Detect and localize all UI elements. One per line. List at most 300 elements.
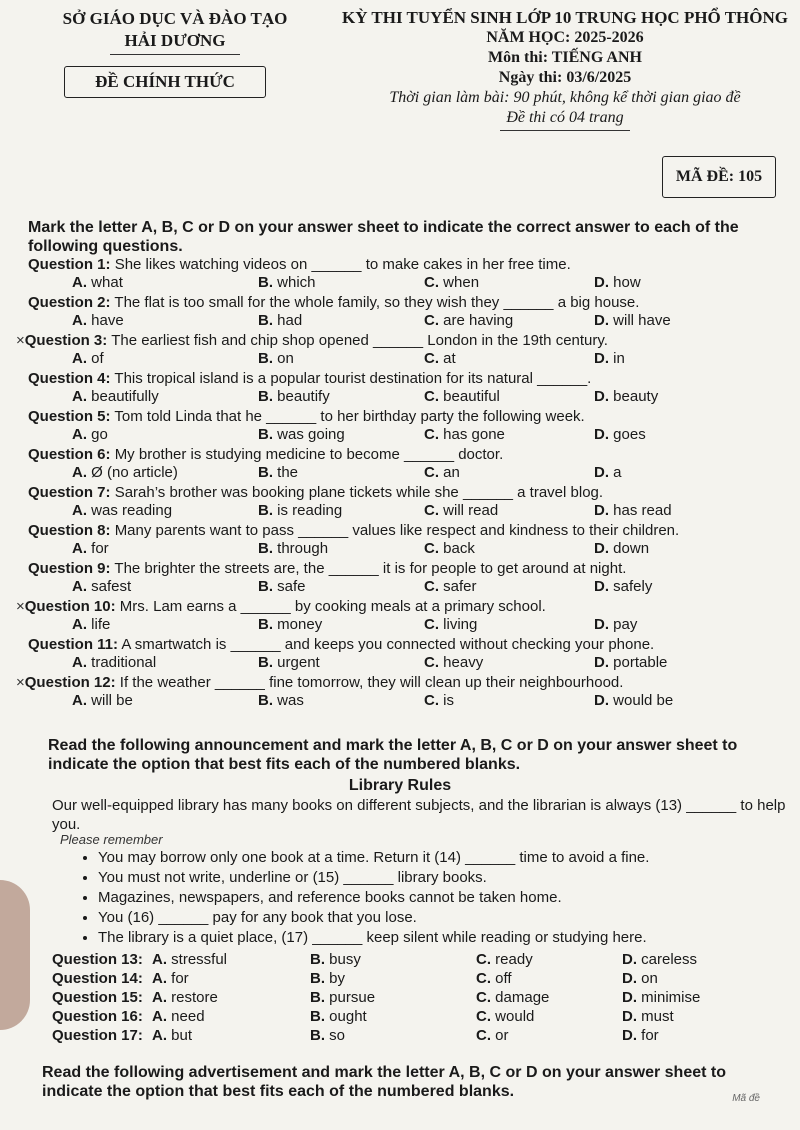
options-row [16, 692, 786, 710]
option-d[interactable] [622, 1027, 659, 1045]
options-row [28, 502, 798, 520]
option-b[interactable] [310, 1008, 367, 1026]
options-row [16, 350, 786, 368]
question-item [28, 294, 798, 330]
option-b[interactable] [258, 616, 322, 634]
option-key: A. [72, 692, 87, 709]
question-text: The flat is too small for the whole family, so they wish they ______ a big house. [114, 294, 640, 311]
option-text: would [495, 1008, 535, 1025]
option-text: beautifully [91, 388, 159, 405]
option-b[interactable] [258, 578, 306, 596]
question-item [28, 408, 798, 444]
option-a[interactable] [152, 989, 218, 1007]
option-key: B. [258, 426, 273, 443]
option-c[interactable] [476, 1008, 534, 1026]
header-divider-right [500, 130, 630, 131]
option-text: so [329, 1027, 346, 1044]
option-text: must [641, 1008, 674, 1025]
option-c[interactable] [476, 970, 512, 988]
option-text: which [277, 274, 316, 291]
option-d[interactable] [594, 616, 637, 634]
option-key: C. [424, 692, 439, 709]
option-text: heavy [443, 654, 484, 671]
option-a[interactable] [72, 616, 110, 634]
option-a[interactable] [72, 274, 123, 292]
option-key: D. [594, 540, 609, 557]
question-item [16, 674, 786, 710]
option-text: the [277, 464, 299, 481]
option-d[interactable] [622, 989, 700, 1007]
option-b[interactable] [258, 274, 316, 292]
option-a[interactable] [152, 1027, 192, 1045]
option-text: or [495, 1027, 509, 1044]
question-label: Question 2: [28, 294, 111, 311]
option-text: beautify [277, 388, 330, 405]
question-stem [28, 522, 798, 540]
option-a[interactable] [72, 312, 124, 330]
option-a[interactable] [72, 692, 133, 710]
option-text: Ø (no article) [91, 464, 178, 481]
option-key: A. [72, 350, 87, 367]
option-key: D. [594, 616, 609, 633]
option-a[interactable] [152, 1008, 205, 1026]
option-key: C. [424, 464, 439, 481]
option-text: down [613, 540, 650, 557]
option-a[interactable] [72, 388, 159, 406]
option-text: off [495, 970, 512, 987]
option-text: life [91, 616, 111, 633]
options-row [28, 578, 798, 596]
option-text: for [641, 1027, 659, 1044]
option-b[interactable] [310, 951, 361, 969]
question-label: Question 17: [52, 1027, 143, 1044]
option-text: has gone [443, 426, 505, 443]
options-row [28, 654, 798, 672]
option-a[interactable] [72, 426, 108, 444]
rule-item: • You (16) ______ pay for any book that you lose. [98, 908, 778, 928]
option-key: C. [424, 274, 439, 291]
option-key: C. [424, 388, 439, 405]
option-key: C. [424, 426, 439, 443]
question-label: Question 15: [52, 989, 143, 1006]
option-key: D. [622, 1008, 637, 1025]
section3-instruction: Read the following advertisement and mark the letter A, B, C or D on your answer sheet to indicate the option that best fits each of the numbered blanks. [42, 1064, 726, 1100]
option-key: A. [152, 970, 167, 987]
option-text: goes [613, 426, 646, 443]
option-text: safe [277, 578, 306, 595]
option-b[interactable] [258, 426, 345, 444]
option-key: B. [258, 502, 273, 519]
option-key: D. [622, 970, 637, 987]
option-text: careless [641, 951, 698, 968]
option-b[interactable] [310, 1027, 345, 1045]
option-c[interactable] [476, 989, 549, 1007]
option-a[interactable] [152, 970, 189, 988]
option-d[interactable] [594, 464, 622, 482]
option-c[interactable] [424, 350, 456, 368]
option-d[interactable] [594, 350, 625, 368]
question-text: Tom told Linda that he ______ to her birthday party the following week. [114, 408, 585, 425]
option-text: beauty [613, 388, 659, 405]
option-key: D. [594, 388, 609, 405]
option-a[interactable] [72, 578, 131, 596]
option-d[interactable] [594, 274, 641, 292]
question-stem [28, 446, 798, 464]
question-stem [28, 408, 798, 426]
option-key: A. [152, 989, 167, 1006]
option-text: traditional [91, 654, 157, 671]
option-key: B. [258, 274, 273, 291]
option-key: A. [72, 654, 87, 671]
option-text: pursue [329, 989, 376, 1006]
option-key: B. [258, 578, 273, 595]
option-text: have [91, 312, 124, 329]
option-key: C. [476, 970, 491, 987]
cross-mark: × [16, 598, 25, 615]
option-text: in [613, 350, 625, 367]
question-stem [28, 294, 798, 312]
option-key: D. [622, 989, 637, 1006]
question-text: Mrs. Lam earns a ______ by cooking meals at a primary school. [119, 598, 546, 615]
option-b[interactable] [258, 654, 320, 672]
option-c[interactable] [424, 312, 513, 330]
option-text: stressful [171, 951, 228, 968]
option-text: was [277, 692, 304, 709]
option-key: A. [152, 951, 167, 968]
school-year: NĂM HỌC: 2025-2026 [486, 29, 644, 46]
question-stem [28, 256, 798, 274]
option-b[interactable] [258, 692, 304, 710]
option-text: an [443, 464, 460, 481]
option-key: D. [594, 426, 609, 443]
option-a[interactable] [72, 654, 156, 672]
question-item [28, 446, 798, 482]
option-c[interactable] [424, 464, 460, 482]
option-text: for [171, 970, 189, 987]
option-key: B. [310, 951, 325, 968]
option-key: B. [258, 312, 273, 329]
option-key: A. [152, 1027, 167, 1044]
option-key: B. [258, 464, 273, 481]
option-text: back [443, 540, 475, 557]
option-b[interactable] [310, 970, 345, 988]
answer-row [52, 989, 752, 1007]
option-text: what [91, 274, 123, 291]
option-c[interactable] [476, 1027, 509, 1045]
rule-item: • You must not write, underline or (15) ______ library books. [98, 868, 778, 888]
header-divider [110, 54, 240, 55]
option-text: was reading [91, 502, 173, 519]
question-stem [28, 636, 798, 654]
question-label: Question 9: [28, 560, 111, 577]
option-text: pay [613, 616, 638, 633]
option-key: D. [594, 692, 609, 709]
option-text: how [613, 274, 641, 291]
option-key: B. [258, 616, 273, 633]
answer-row [52, 970, 752, 988]
option-text: money [277, 616, 323, 633]
option-c[interactable] [424, 692, 454, 710]
option-key: C. [424, 350, 439, 367]
question-item [28, 370, 798, 406]
options-row [16, 616, 786, 634]
question-item [28, 636, 798, 672]
option-key: B. [310, 970, 325, 987]
handwritten-note: Please remember [60, 832, 163, 847]
option-key: B. [310, 1027, 325, 1044]
option-key: D. [594, 502, 609, 519]
page-count: Đề thi có 04 trang [506, 109, 624, 126]
option-key: A. [72, 578, 87, 595]
question-text: My brother is studying medicine to become ______ doctor. [114, 446, 504, 463]
option-key: D. [622, 951, 637, 968]
option-b[interactable] [258, 350, 294, 368]
question-stem [16, 674, 786, 692]
options-row [28, 388, 798, 406]
exam-duration: Thời gian làm bài: 90 phút, không kể thời gian giao đề [389, 89, 741, 106]
exam-code-box: MÃ ĐỀ: 105 [662, 156, 776, 198]
option-key: D. [594, 312, 609, 329]
question-item [16, 332, 786, 368]
question-text: Sarah’s brother was booking plane tickets while she ______ a travel blog. [114, 484, 604, 501]
option-d[interactable] [594, 312, 671, 330]
option-text: will read [443, 502, 499, 519]
option-key: A. [72, 540, 87, 557]
option-text: on [277, 350, 294, 367]
option-text: will have [613, 312, 671, 329]
option-text: a [613, 464, 622, 481]
option-text: would be [613, 692, 674, 709]
option-text: busy [329, 951, 361, 968]
options-row [28, 312, 798, 330]
option-key: A. [72, 616, 87, 633]
question-stem [28, 484, 798, 502]
province-name: HẢI DƯƠNG [124, 31, 226, 50]
option-b[interactable] [258, 312, 302, 330]
option-b[interactable] [258, 464, 298, 482]
question-item [28, 560, 798, 596]
option-key: C. [424, 540, 439, 557]
question-label: Question 4: [28, 370, 111, 387]
option-c[interactable] [424, 388, 500, 406]
subject: Môn thi: TIẾNG ANH [488, 49, 642, 66]
option-text: is [443, 692, 455, 709]
question-stem [28, 370, 798, 388]
option-c[interactable] [424, 578, 477, 596]
option-a[interactable] [72, 464, 178, 482]
option-d[interactable] [594, 578, 652, 596]
option-d[interactable] [622, 970, 658, 988]
question-label: Question 11: [28, 636, 119, 653]
option-key: D. [622, 1027, 637, 1044]
option-text: for [91, 540, 109, 557]
options-row [28, 426, 798, 444]
option-a[interactable] [72, 350, 104, 368]
options-row [28, 464, 798, 482]
option-text: has read [613, 502, 672, 519]
question-label: Question 5: [28, 408, 111, 425]
cross-mark: × [16, 674, 25, 691]
option-c[interactable] [424, 502, 498, 520]
option-text: need [171, 1008, 205, 1025]
option-a[interactable] [72, 502, 172, 520]
option-text: was going [277, 426, 345, 443]
option-key: C. [424, 616, 439, 633]
option-key: D. [594, 654, 609, 671]
option-d[interactable] [622, 951, 697, 969]
announcement-intro: Our well-equipped library has many books on different subjects, and the librarian is always (13) ______ to help you. [52, 797, 786, 833]
cross-mark: × [16, 332, 25, 349]
option-c[interactable] [424, 616, 477, 634]
question-stem [16, 332, 786, 350]
question-label: Question 3: [24, 332, 108, 349]
option-text: when [443, 274, 480, 291]
option-text: on [641, 970, 658, 987]
option-b[interactable] [310, 989, 375, 1007]
option-key: D. [594, 464, 609, 481]
question-item [28, 522, 798, 558]
option-key: A. [72, 388, 87, 405]
rule-item: • You may borrow only one book at a time. Return it (14) ______ time to avoid a fine. [98, 848, 778, 868]
question-text: This tropical island is a popular tourist destination for its natural ______. [114, 370, 592, 387]
option-c[interactable] [424, 654, 483, 672]
option-d[interactable] [622, 1008, 674, 1026]
option-key: C. [424, 312, 439, 329]
option-text: ought [329, 1008, 367, 1025]
option-text: but [171, 1027, 193, 1044]
question-text: The earliest fish and chip shop opened ______ London in the 19th century. [111, 332, 608, 349]
option-text: restore [171, 989, 218, 1006]
option-b[interactable] [258, 388, 330, 406]
option-text: safer [443, 578, 477, 595]
section1-instruction: Mark the letter A, B, C or D on your answer sheet to indicate the correct answer to each of the following questions. [28, 219, 739, 255]
option-key: C. [476, 989, 491, 1006]
option-text: ready [495, 951, 533, 968]
option-text: portable [613, 654, 668, 671]
option-key: D. [594, 578, 609, 595]
option-d[interactable] [594, 540, 649, 558]
option-key: C. [476, 1027, 491, 1044]
option-key: A. [72, 274, 87, 291]
answer-row [52, 1027, 752, 1045]
option-key: B. [258, 540, 273, 557]
option-text: safely [613, 578, 653, 595]
option-d[interactable] [594, 692, 673, 710]
option-key: D. [594, 350, 609, 367]
answer-row [52, 951, 752, 969]
option-text: of [91, 350, 104, 367]
question-label: Question 1: [28, 256, 111, 273]
option-c[interactable] [476, 951, 533, 969]
option-key: B. [310, 989, 325, 1006]
rule-item: • Magazines, newspapers, and reference books cannot be taken home. [98, 888, 778, 908]
announcement-title: Library Rules [348, 777, 452, 794]
option-key: B. [258, 692, 273, 709]
department-header [40, 8, 310, 55]
option-key: A. [72, 312, 87, 329]
option-key: C. [476, 951, 491, 968]
option-key: B. [310, 1008, 325, 1025]
department-name: SỞ GIÁO DỤC VÀ ĐÀO TẠO [62, 9, 288, 28]
question-label: Question 12: [24, 674, 116, 691]
question-text: If the weather ______ fine tomorrow, they will clean up their neighbourhood. [119, 674, 624, 691]
option-text: by [329, 970, 346, 987]
question-label: Question 14: [52, 970, 143, 987]
option-c[interactable] [424, 274, 479, 292]
option-key: D. [594, 274, 609, 291]
rule-item: • The library is a quiet place, (17) ______ keep silent while reading or studying here. [98, 928, 778, 948]
section2-instruction: Read the following announcement and mark the letter A, B, C or D on your answer sheet to indicate the option that best fits each of the numbered blanks. [48, 737, 738, 773]
option-text: go [91, 426, 108, 443]
option-key: C. [424, 654, 439, 671]
option-key: C. [476, 1008, 491, 1025]
option-key: C. [424, 502, 439, 519]
option-text: minimise [641, 989, 701, 1006]
option-b[interactable] [258, 540, 328, 558]
question-text: A smartwatch is ______ and keeps you connected without checking your phone. [121, 636, 655, 653]
option-text: at [443, 350, 456, 367]
thumb-shadow [0, 880, 30, 1030]
option-d[interactable] [594, 654, 667, 672]
option-text: beautiful [443, 388, 500, 405]
corner-label: Mã đề [732, 1093, 760, 1104]
option-text: living [443, 616, 478, 633]
option-text: damage [495, 989, 550, 1006]
option-c[interactable] [424, 540, 475, 558]
question-stem [28, 560, 798, 578]
option-text: will be [91, 692, 133, 709]
option-c[interactable] [424, 426, 505, 444]
question-label: Question 7: [28, 484, 111, 501]
question-label: Question 10: [24, 598, 116, 615]
question-text: She likes watching videos on ______ to make cakes in her free time. [114, 256, 571, 273]
options-row [28, 540, 798, 558]
options-row [28, 274, 798, 292]
option-key: A. [72, 426, 87, 443]
option-a[interactable] [72, 540, 109, 558]
option-key: B. [258, 388, 273, 405]
option-b[interactable] [258, 502, 342, 520]
question-stem [16, 598, 786, 616]
option-text: urgent [277, 654, 320, 671]
exam-title: KỲ THI TUYỂN SINH LỚP 10 TRUNG HỌC PHỔ THÔNG [341, 8, 789, 27]
option-key: B. [258, 654, 273, 671]
question-label: Question 6: [28, 446, 111, 463]
official-exam-box: ĐỀ CHÍNH THỨC [64, 66, 266, 98]
question-text: The brighter the streets are, the ______ it is for people to get around at night. [114, 560, 627, 577]
question-text: Many parents want to pass ______ values like respect and kindness to their children. [114, 522, 680, 539]
answer-row [52, 1008, 752, 1026]
question-label: Question 8: [28, 522, 111, 539]
question-label: Question 13: [52, 951, 143, 968]
option-text: are having [443, 312, 514, 329]
option-key: B. [258, 350, 273, 367]
option-key: C. [424, 578, 439, 595]
option-d[interactable] [594, 502, 672, 520]
option-key: A. [72, 464, 87, 481]
exam-date: Ngày thi: 03/6/2025 [498, 69, 632, 86]
option-d[interactable] [594, 426, 646, 444]
option-d[interactable] [594, 388, 658, 406]
option-key: A. [152, 1008, 167, 1025]
option-text: through [277, 540, 329, 557]
option-text: is reading [277, 502, 343, 519]
question-label: Question 16: [52, 1008, 143, 1025]
question-item [28, 256, 798, 292]
option-a[interactable] [152, 951, 227, 969]
option-text: safest [91, 578, 132, 595]
option-key: A. [72, 502, 87, 519]
